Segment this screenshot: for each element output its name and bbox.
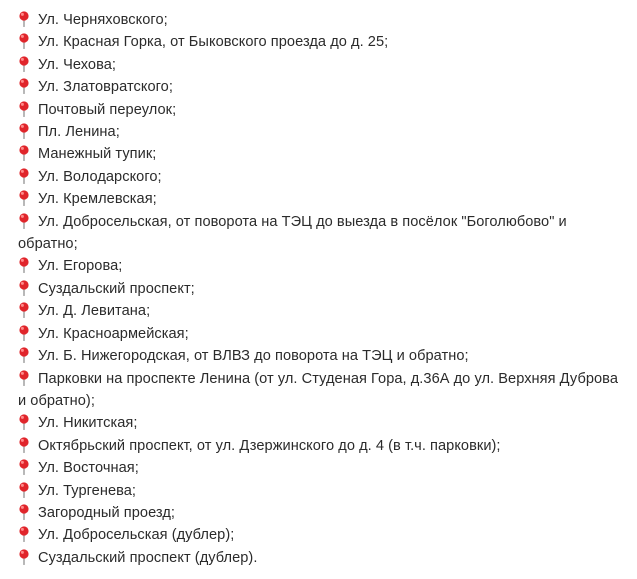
list-item-text: Ул. Чехова;	[38, 56, 117, 73]
red-pushpin-icon	[18, 123, 30, 139]
list-item-text: Почтовый переулок;	[38, 101, 177, 118]
red-pushpin-icon	[18, 257, 30, 273]
list-item	[18, 502, 623, 524]
list-item-text: Ул. Никитская;	[38, 415, 138, 432]
red-pushpin-icon	[18, 437, 30, 453]
red-pushpin-icon	[18, 302, 30, 318]
list-item-text: Ул. Черняховского;	[38, 12, 168, 28]
list-item	[18, 143, 623, 165]
list-item	[18, 99, 623, 121]
list-item	[18, 54, 623, 76]
list-item	[18, 300, 623, 322]
list-item	[18, 368, 623, 413]
red-pushpin-icon	[18, 101, 30, 117]
list-item-text: Манежный тупик;	[38, 146, 157, 163]
list-item-text: Ул. Добросельская (дублер);	[38, 527, 235, 544]
list-item	[18, 480, 623, 502]
red-pushpin-icon	[18, 33, 30, 49]
list-item-text: Ул. Красная Горка, от Быковского проезда до д. 25;	[38, 34, 389, 51]
list-item-text: Октябрьский проспект, от ул. Дзержинского до д. 4 (в т.ч. парковки);	[38, 437, 501, 454]
red-pushpin-icon	[18, 325, 30, 341]
list-item	[18, 31, 623, 53]
list-item-text: Ул. Красноармейская;	[38, 325, 189, 342]
list-item	[18, 211, 623, 256]
list-item	[18, 255, 623, 277]
list-item-text: Ул. Д. Левитана;	[38, 303, 151, 320]
list-item-text: Парковки на проспекте Ленина (от ул. Студеная Гора, д.36А до ул. Верхняя Дуброва и обратно);	[18, 370, 618, 409]
red-pushpin-icon	[18, 190, 30, 206]
list-item-text: Ул. Б. Нижегородская, от ВЛВЗ до поворота на ТЭЦ и обратно;	[38, 348, 469, 365]
red-pushpin-icon	[18, 280, 30, 296]
list-item-text: Ул. Володарского;	[38, 168, 162, 185]
list-item	[18, 412, 623, 434]
red-pushpin-icon	[18, 213, 30, 229]
list-item-text: Суздальский проспект (дублер).	[38, 549, 258, 566]
list-item	[18, 524, 623, 546]
red-pushpin-icon	[18, 549, 30, 565]
red-pushpin-icon	[18, 370, 30, 386]
list-item	[18, 9, 623, 31]
street-list	[18, 9, 623, 569]
list-item	[18, 188, 623, 210]
list-item	[18, 547, 623, 569]
list-item-text: Ул. Егорова;	[38, 258, 123, 275]
list-item	[18, 435, 623, 457]
list-item-text: Пл. Ленина;	[38, 124, 120, 141]
red-pushpin-icon	[18, 459, 30, 475]
red-pushpin-icon	[18, 145, 30, 161]
list-item	[18, 76, 623, 98]
list-item-text: Ул. Восточная;	[38, 460, 139, 477]
red-pushpin-icon	[18, 504, 30, 520]
list-item	[18, 121, 623, 143]
red-pushpin-icon	[18, 414, 30, 430]
list-item-text: Ул. Тургенева;	[38, 482, 137, 499]
red-pushpin-icon	[18, 168, 30, 184]
list-item-text: Ул. Златовратского;	[38, 79, 173, 96]
red-pushpin-icon	[18, 347, 30, 363]
red-pushpin-icon	[18, 526, 30, 542]
list-item	[18, 278, 623, 300]
list-item	[18, 457, 623, 479]
list-item	[18, 323, 623, 345]
red-pushpin-icon	[18, 11, 30, 27]
red-pushpin-icon	[18, 78, 30, 94]
list-item-text: Ул. Кремлевская;	[38, 191, 157, 208]
list-item-text: Загородный проезд;	[38, 504, 176, 521]
list-item-text: Ул. Добросельская, от поворота на ТЭЦ до выезда в посёлок "Боголюбово" и обратно;	[18, 213, 567, 253]
list-item	[18, 166, 623, 188]
list-item	[18, 345, 623, 367]
list-item-text: Суздальский проспект;	[38, 280, 195, 297]
red-pushpin-icon	[18, 56, 30, 72]
red-pushpin-icon	[18, 482, 30, 498]
